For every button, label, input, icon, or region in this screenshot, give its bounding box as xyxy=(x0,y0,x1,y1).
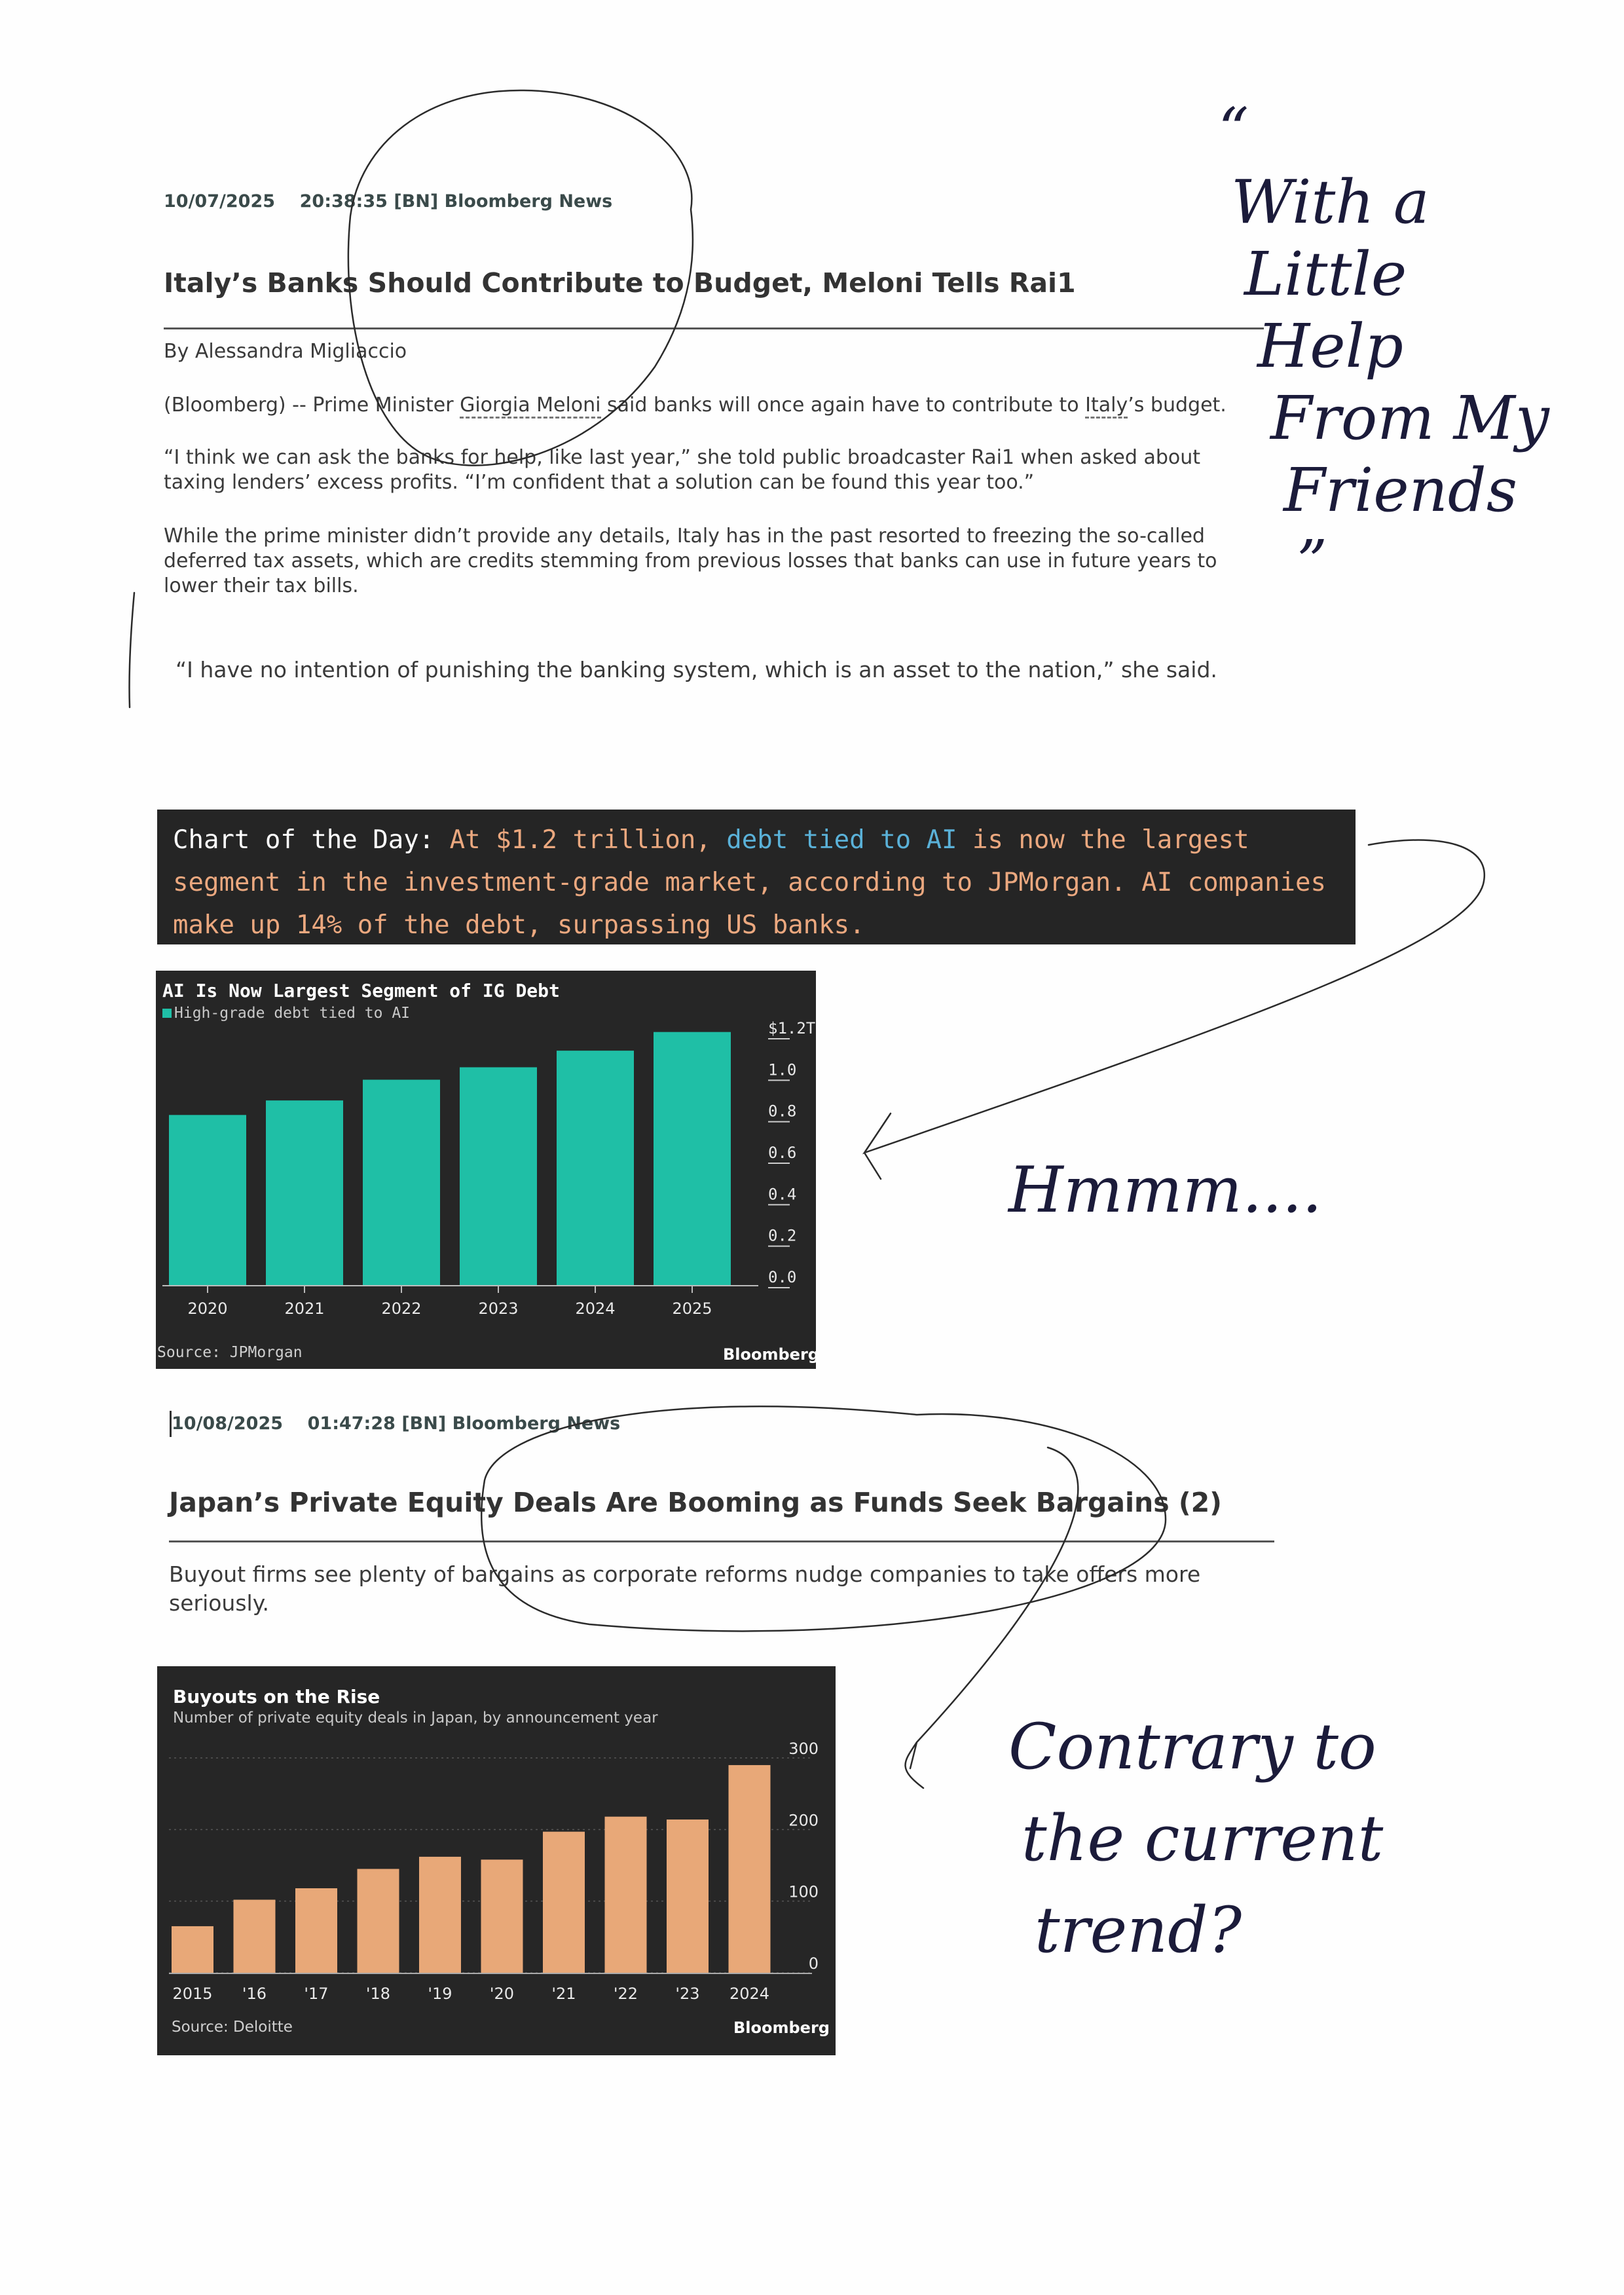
article1-byline: By Alessandra Migliaccio xyxy=(164,340,407,363)
chart2-xtick-2: '17 xyxy=(304,1985,329,2003)
chart2-xtick-5: '20 xyxy=(489,1985,515,2003)
chart1-xtick-2022: 2022 xyxy=(381,1299,422,1318)
svg-text:Hmmm....: Hmmm.... xyxy=(1008,1153,1322,1227)
note1-line-6: ” xyxy=(1297,527,1328,597)
para1-text: said banks will once again have to contribute to xyxy=(600,394,1086,417)
chart2-xtick-8: '23 xyxy=(675,1985,700,2003)
chart1-ytick-6: $1.2T xyxy=(768,1019,816,1037)
chart1-title: AI Is Now Largest Segment of IG Debt xyxy=(162,980,560,1001)
para1-text: (Bloomberg) -- Prime Minister xyxy=(164,394,460,417)
note-contrary-to-trend xyxy=(1008,1710,1384,1967)
cotd-highlight-link[interactable]: debt tied to AI xyxy=(726,825,957,855)
note1-line-3: Help xyxy=(1257,311,1403,381)
note3-line-0: Contrary to xyxy=(1008,1710,1376,1783)
chart1-ytick-1: 0.2 xyxy=(768,1226,797,1245)
chart1-ytick-4: 0.8 xyxy=(768,1102,797,1121)
chart2-xtick-1: '16 xyxy=(242,1985,267,2003)
ink-circle-1 xyxy=(348,90,693,466)
para1-text: ’s budget. xyxy=(1128,394,1227,417)
article2-summary: Buyout firms see plenty of bargains as corporate reforms nudge companies to take offers more seriously. xyxy=(169,1561,1201,1616)
note-hmmm xyxy=(1007,1153,1322,1227)
article1-headline[interactable]: Italy’s Banks Should Contribute to Budget, Meloni Tells Rai1 xyxy=(164,267,1076,299)
article1-dateline: 10/07/2025 20:38:35 [BN] Bloomberg News xyxy=(164,191,613,212)
article1-quote: “I have no intention of punishing the banking system, which is an asset to the nation,” she said. xyxy=(175,657,1217,682)
note1-line-5: Friends xyxy=(1283,455,1518,525)
chart2-xtick-6: '21 xyxy=(551,1985,576,2003)
note1-line-1: With a xyxy=(1231,167,1430,237)
chart2-xtick-7: '22 xyxy=(613,1985,638,2003)
chart1-ytick-3: 0.6 xyxy=(768,1144,797,1162)
chart1-ytick-2: 0.4 xyxy=(768,1185,797,1204)
ink-arrow-banner xyxy=(864,840,1485,1180)
chart1-ytick-5: 1.0 xyxy=(768,1060,797,1079)
article2-headline[interactable]: Japan’s Private Equity Deals Are Booming as Funds Seek Bargains (2) xyxy=(169,1487,1222,1518)
article1-paragraph-2: “I think we can ask the banks for help, like last year,” she told public broadcaster Rai1 when asked about taxing lenders’ excess profits. “I’m confident that a solution can be found this year too.” xyxy=(164,446,1201,494)
svg-text:Contrary tothe currenttrend? xyxy=(1008,1710,1384,1967)
article1-paragraph-3: While the prime minister didn’t provide any details, Italy has in the past resorted to freezing the so-called deferred tax assets, which are credits stemming from previous losses that banks can use in future years to lower their tax bills. xyxy=(164,525,1217,597)
chart2-brand: Bloomberg xyxy=(733,2019,830,2037)
chart1-xtick-2025: 2025 xyxy=(672,1299,712,1318)
chart2-subtitle: Number of private equity deals in Japan, by announcement year xyxy=(173,1709,658,1726)
ink-circle-2 xyxy=(481,1406,1166,1631)
chart1-xtick-2024: 2024 xyxy=(575,1299,616,1318)
svg-text:“With aLittleHelpFrom MyFriend xyxy=(1218,95,1550,597)
chart2-source: Source: Deloitte xyxy=(172,2019,293,2036)
chart1-source: Source: JPMorgan xyxy=(157,1344,303,1361)
chart2-ytick-200: 200 xyxy=(788,1811,819,1830)
note1-line-0: “ xyxy=(1218,95,1249,165)
chart2-xtick-0: 2015 xyxy=(172,1985,213,2003)
chart1-ytick-0: 0.0 xyxy=(768,1268,797,1286)
cotd-text: is now the largest segment in the investment-grade market, according to JPMorgan. AI companies make up 14% of the debt, surpassing US banks. xyxy=(173,825,1326,940)
chart2-ytick-100: 100 xyxy=(788,1882,819,1901)
chart1-brand: Bloomberg xyxy=(723,1345,819,1364)
chart1-xtick-2020: 2020 xyxy=(187,1299,228,1318)
note3-line-1: the current xyxy=(1022,1802,1384,1875)
chart2-xtick-3: '18 xyxy=(365,1985,391,2003)
ink-margin-mark xyxy=(129,593,134,707)
chart2-xtick-9: 2024 xyxy=(729,1985,770,2003)
cotd-lead: Chart of the Day: xyxy=(173,825,435,855)
meloni-link[interactable]: Giorgia Meloni xyxy=(460,394,600,419)
note1-line-4: From My xyxy=(1270,383,1549,453)
note1-line-2: Little xyxy=(1244,239,1407,309)
chart1-legend-label: High-grade debt tied to AI xyxy=(174,1005,411,1022)
article2-dateline: 10/08/2025 01:47:28 [BN] Bloomberg News xyxy=(172,1413,621,1434)
note3-line-2: trend? xyxy=(1035,1894,1242,1967)
chart2-ytick-0: 0 xyxy=(808,1954,819,1973)
italy-link[interactable]: Italy xyxy=(1085,394,1128,419)
chart1-xtick-2023: 2023 xyxy=(478,1299,519,1318)
note-with-a-little-help xyxy=(1218,95,1550,597)
chart2-title: Buyouts on the Rise xyxy=(173,1686,380,1707)
chart1-xtick-2021: 2021 xyxy=(284,1299,325,1318)
chart2-ytick-300: 300 xyxy=(788,1740,819,1758)
chart2-xtick-4: '19 xyxy=(428,1985,452,2003)
cotd-text: At $1.2 trillion, xyxy=(434,825,727,855)
